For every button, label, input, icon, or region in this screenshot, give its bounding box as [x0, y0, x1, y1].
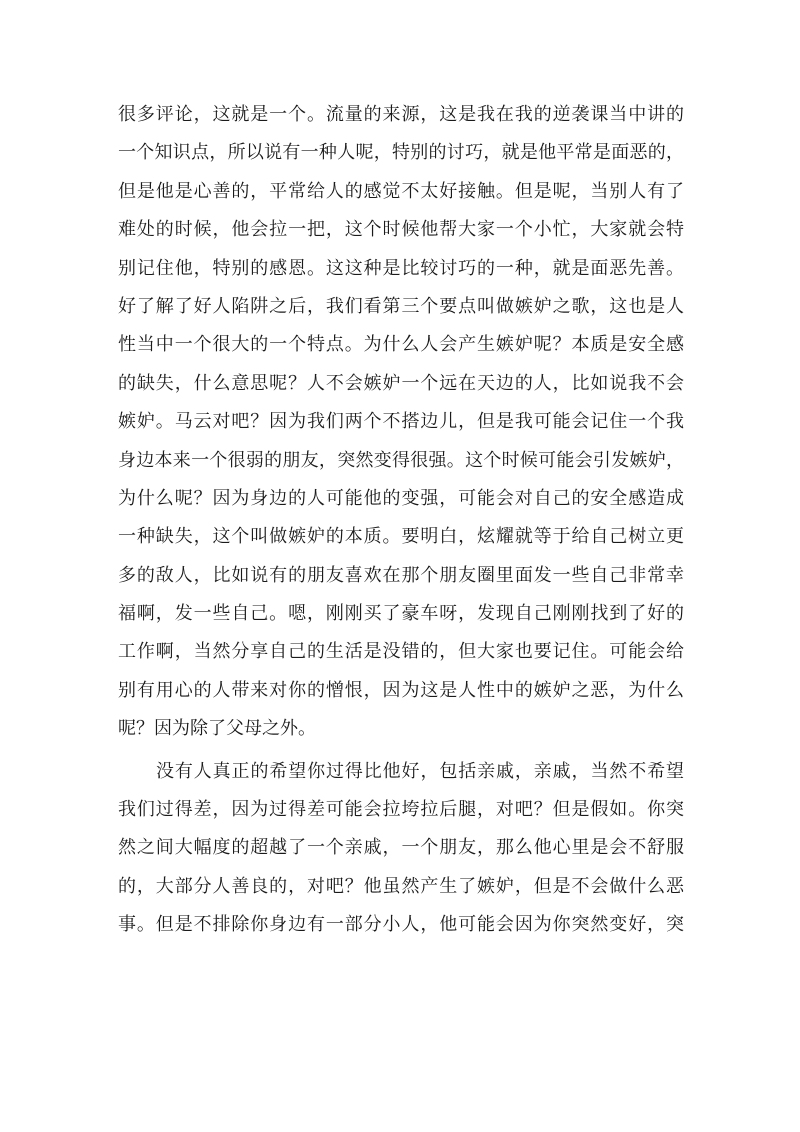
document-page: [118, 96, 684, 945]
text-line: 性当中一个很大的一个特点。为什么人会产生嫉妒呢？本质是安全感: [118, 334, 684, 356]
text-line: 福啊，发一些自己。嗯，刚刚买了豪车呀，发现自己刚刚找到了好的: [118, 603, 684, 625]
text-line: 工作啊，当然分享自己的生活是没错的，但大家也要记住。可能会给: [118, 641, 684, 663]
text-line: 好了解了好人陷阱之后，我们看第三个要点叫做嫉妒之歌，这也是人: [118, 295, 684, 317]
text-line: 一种缺失，这个叫做嫉妒的本质。要明白，炫耀就等于给自己树立更: [118, 526, 684, 548]
text-line: 多的敌人，比如说有的朋友喜欢在那个朋友圈里面发一些自己非常幸: [118, 564, 684, 586]
paragraph: [118, 96, 684, 749]
text-line: 难处的时候，他会拉一把，这个时候他帮大家一个小忙，大家就会特: [118, 219, 684, 241]
text-line: 然之间大幅度的超越了一个亲戚，一个朋友，那么他心里是会不舒服: [118, 837, 684, 859]
text-line: 别有用心的人带来对你的憎恨，因为这是人性中的嫉妒之恶，为什么: [118, 679, 684, 701]
text-line: 没有人真正的希望你过得比他好，包括亲戚，亲戚，当然不希望: [156, 760, 684, 782]
text-line: 的，大部分人善良的，对吧？他虽然产生了嫉妒，但是不会做什么恶: [118, 875, 684, 897]
paragraph: [118, 753, 684, 945]
text-line: 嫉妒。马云对吧？因为我们两个不搭边儿，但是我可能会记住一个我: [118, 411, 684, 433]
text-line: 为什么呢？因为身边的人可能他的变强，可能会对自己的安全感造成: [118, 487, 684, 509]
text-line: 事。但是不排除你身边有一部分小人，他可能会因为你突然变好，突: [118, 914, 684, 936]
text-line: 身边本来一个很弱的朋友，突然变得很强。这个时候可能会引发嫉妒，: [118, 449, 684, 471]
text-line: 别记住他，特别的感恩。这这种是比较讨巧的一种，就是面恶先善。: [118, 257, 684, 279]
text-line: 很多评论，这就是一个。流量的来源，这是我在我的逆袭课当中讲的: [118, 104, 684, 125]
text-line: 的缺失，什么意思呢？人不会嫉妒一个远在天边的人，比如说我不会: [118, 372, 684, 394]
text-line: 我们过得差，因为过得差可能会拉垮拉后腿，对吧？但是假如。你突: [118, 799, 684, 821]
text-line: 一个知识点，所以说有一种人呢，特别的讨巧，就是他平常是面恶的，: [118, 142, 684, 164]
text-line: 但是他是心善的，平常给人的感觉不太好接触。但是呢，当别人有了: [118, 180, 684, 202]
text-line: 呢？因为除了父母之外。: [118, 718, 316, 740]
